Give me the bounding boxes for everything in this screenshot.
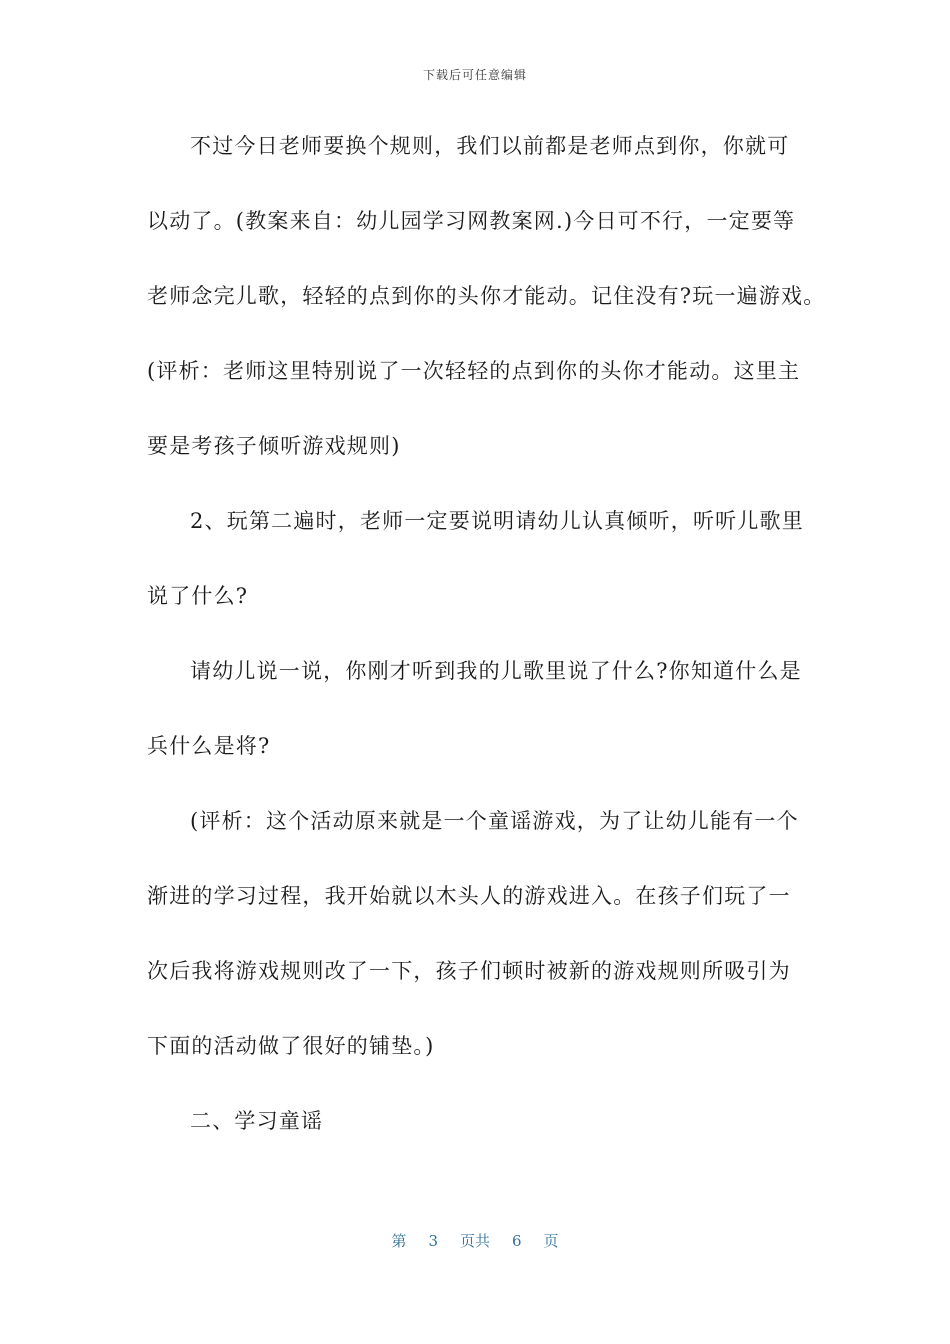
text-line: (评析：老师这里特别说了一次轻轻的点到你的头你才能动。这里主 [147,359,801,383]
text-line: 渐进的学习过程，我开始就以木头人的游戏进入。在孩子们玩了一 [147,884,791,908]
page-prefix: 第 [391,1232,407,1250]
page-suffix: 页 [543,1232,559,1250]
page-number: 3 [428,1232,438,1250]
text-line: 请幼儿说一说，你刚才听到我的儿歌里说了什么?你知道什么是 [190,659,802,683]
page-footer [0,1230,950,1251]
page-header: 下载后可任意编辑 [422,68,527,82]
total-pages: 6 [512,1232,522,1250]
text-line: 要是考孩子倾听游戏规则) [147,434,401,458]
text-line: 2、玩第二遍时，老师一定要说明请幼儿认真倾听，听听儿歌里 [190,509,804,533]
text-line: 次后我将游戏规则改了一下，孩子们顿时被新的游戏规则所吸引为 [147,959,791,983]
text-line: 不过今日老师要换个规则，我们以前都是老师点到你，你就可 [190,134,790,158]
text-line: 以动了。(教案来自：幼儿园学习网教案网.)今日可不行，一定要等 [147,209,796,233]
text-line: 老师念完儿歌，轻轻的点到你的头你才能动。记住没有?玩一遍游戏。 [147,284,826,308]
page-middle: 页共 [459,1232,490,1250]
text-line: 说了什么? [147,584,249,608]
text-line: (评析：这个活动原来就是一个童谣游戏，为了让幼儿能有一个 [190,809,799,833]
text-line: 兵什么是将? [147,734,271,758]
section-heading: 二、学习童谣 [190,1109,324,1133]
text-line: 下面的活动做了很好的铺垫。) [147,1034,435,1058]
